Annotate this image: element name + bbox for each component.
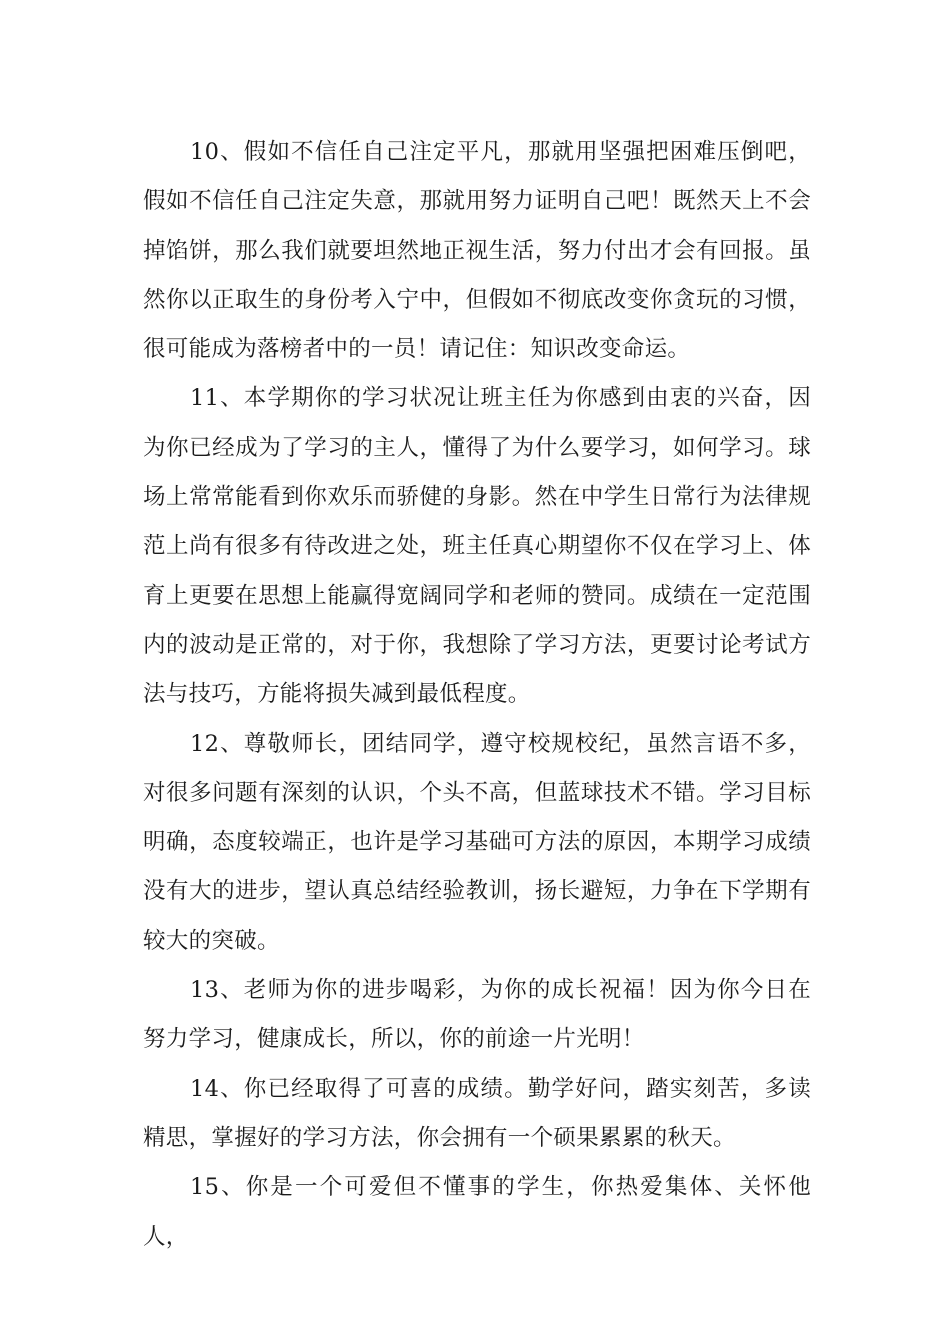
paragraph-10: 10、假如不信任自己注定平凡，那就用坚强把困难压倒吧，假如不信任自己注定失意，那就用努力证明自己吧！既然天上不会掉馅饼，那么我们就要坦然地正视生活，努力付出才会有回报。虽然你以正取生的身份考入宁中，但假如不彻底改变你贪玩的习惯，很可能成为落榜者中的一员！请记住：知识改变命运。 bbox=[143, 139, 811, 363]
paragraph-12: 12、尊敬师长，团结同学，遵守校规校纪，虽然言语不多，对很多问题有深刻的认识，个头不高，但蓝球技术不错。学习目标明确，态度较端正，也许是学习基础可方法的原因，本期学习成绩没有大的进步，望认真总结经验教训，扬长避短，力争在下学期有较大的突破。 bbox=[143, 730, 811, 954]
paragraph-13: 13、老师为你的进步喝彩，为你的成长祝福！因为你今日在努力学习，健康成长，所以，你的前途一片光明！ bbox=[143, 977, 811, 1053]
paragraph-14: 14、你已经取得了可喜的成绩。勤学好问，踏实刻苦，多读精思，掌握好的学习方法，你会拥有一个硕果累累的秋天。 bbox=[143, 1075, 811, 1151]
paragraph-15: 15、你是一个可爱但不懂事的学生，你热爱集体、关怀他人， bbox=[143, 1174, 811, 1250]
document-body bbox=[143, 128, 811, 1262]
paragraph-11: 11、本学期你的学习状况让班主任为你感到由衷的兴奋，因为你已经成为了学习的主人，懂得了为什么要学习，如何学习。球场上常常能看到你欢乐而骄健的身影。然在中学生日常行为法律规范上尚有很多有待改进之处，班主任真心期望你不仅在学习上、体育上更要在思想上能赢得宽阔同学和老师的赞同。成绩在一定范围内的波动是正常的，对于你，我想除了学习方法，更要讨论考试方法与技巧，方能将损失减到最低程度。 bbox=[143, 385, 811, 708]
